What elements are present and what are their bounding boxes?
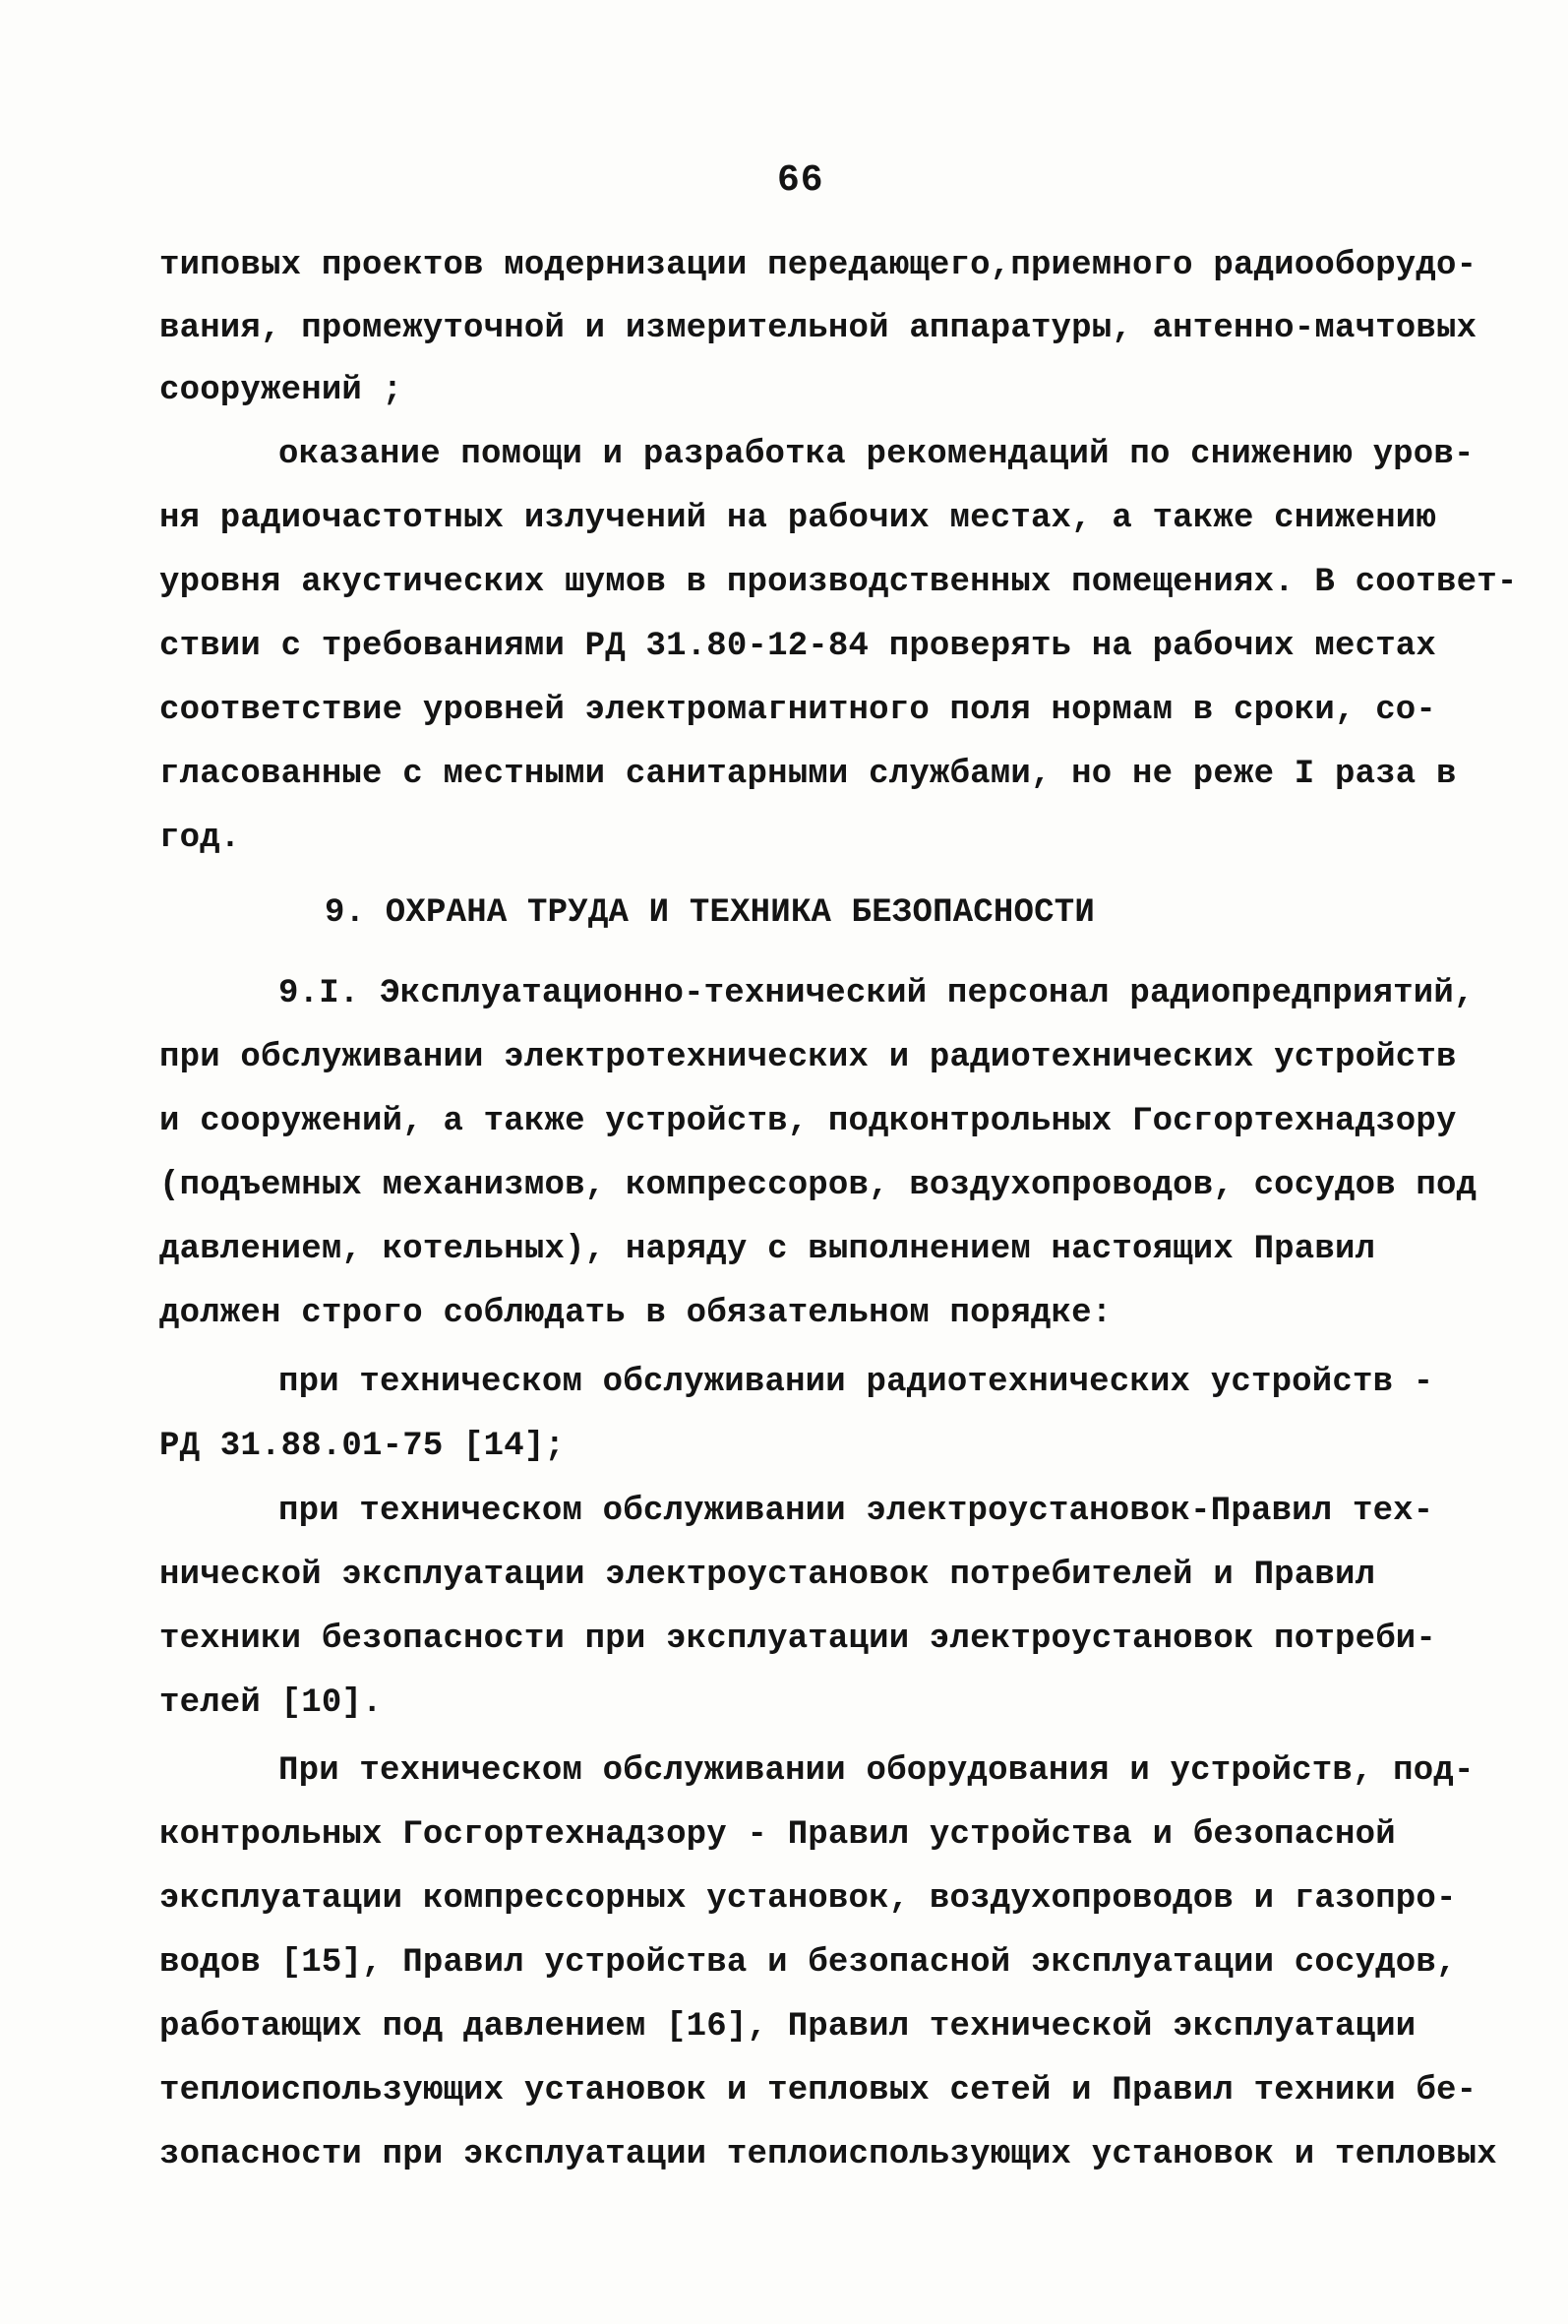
text-line: соответствие уровней электромагнитного поля нормам в сроки, со- [159,692,1437,729]
paragraph-first-line: при техническом обслуживании радиотехнических устройств - [278,1364,1434,1401]
text-line: должен строго соблюдать в обязательном порядке: [159,1295,1113,1332]
text-line: техники безопасности при эксплуатации электроустановок потреби- [159,1621,1437,1658]
text-line: уровня акустических шумов в производственных помещениях. В соответ- [159,564,1518,601]
paragraph-first-line: оказание помощи и разработка рекомендаций по снижению уров- [278,436,1475,473]
text-line: ня радиочастотных излучений на рабочих местах, а также снижению [159,500,1437,537]
text-line: год. [159,820,241,857]
text-line: работающих под давлением [16], Правил технической эксплуатации [159,2008,1417,2046]
text-line: при обслуживании электротехнических и радиотехнических устройств [159,1039,1457,1076]
paragraph-first-line: При техническом обслуживании оборудования и устройств, под- [278,1752,1475,1790]
paragraph-first-line: при техническом обслуживании электроустановок-Правил тех- [278,1493,1434,1530]
page-number: 66 [777,159,824,202]
text-line: гласованные с местными санитарными службами, но не реже I раза в [159,756,1457,793]
text-line: (подъемных механизмов, компрессоров, воздухопроводов, сосудов под [159,1167,1478,1204]
text-line: зопасности при эксплуатации теплоиспользующих установок и тепловых [159,2136,1497,2173]
text-line: давлением, котельных), наряду с выполнением настоящих Правил [159,1231,1376,1268]
text-line: и сооружений, а также устройств, подконтрольных Госгортехнадзору [159,1103,1457,1140]
text-line: типовых проектов модернизации передающего,приемного радиооборудо- [159,247,1478,284]
text-line: РД 31.88.01-75 [14]; [159,1428,566,1465]
text-line: вания, промежуточной и измерительной аппаратуры, антенно-мачтовых [159,310,1478,347]
section-heading: 9. ОХРАНА ТРУДА И ТЕХНИКА БЕЗОПАСНОСТИ [325,894,1095,932]
text-line: контрольных Госгортехнадзору - Правил устройства и безопасной [159,1816,1396,1854]
text-line: телей [10]. [159,1684,383,1722]
text-line: сооружений ; [159,372,403,409]
text-line: теплоиспользующих установок и тепловых сетей и Правил техники бе- [159,2072,1478,2110]
text-line: эксплуатации компрессорных установок, воздухопроводов и газопро- [159,1880,1457,1918]
text-line: нической эксплуатации электроустановок потребителей и Правил [159,1557,1376,1594]
paragraph-first-line: 9.I. Эксплуатационно-технический персонал радиопредприятий, [278,975,1475,1012]
text-line: водов [15], Правил устройства и безопасной эксплуатации сосудов, [159,1944,1457,1982]
text-line: ствии с требованиями РД 31.80-12-84 проверять на рабочих местах [159,628,1437,665]
